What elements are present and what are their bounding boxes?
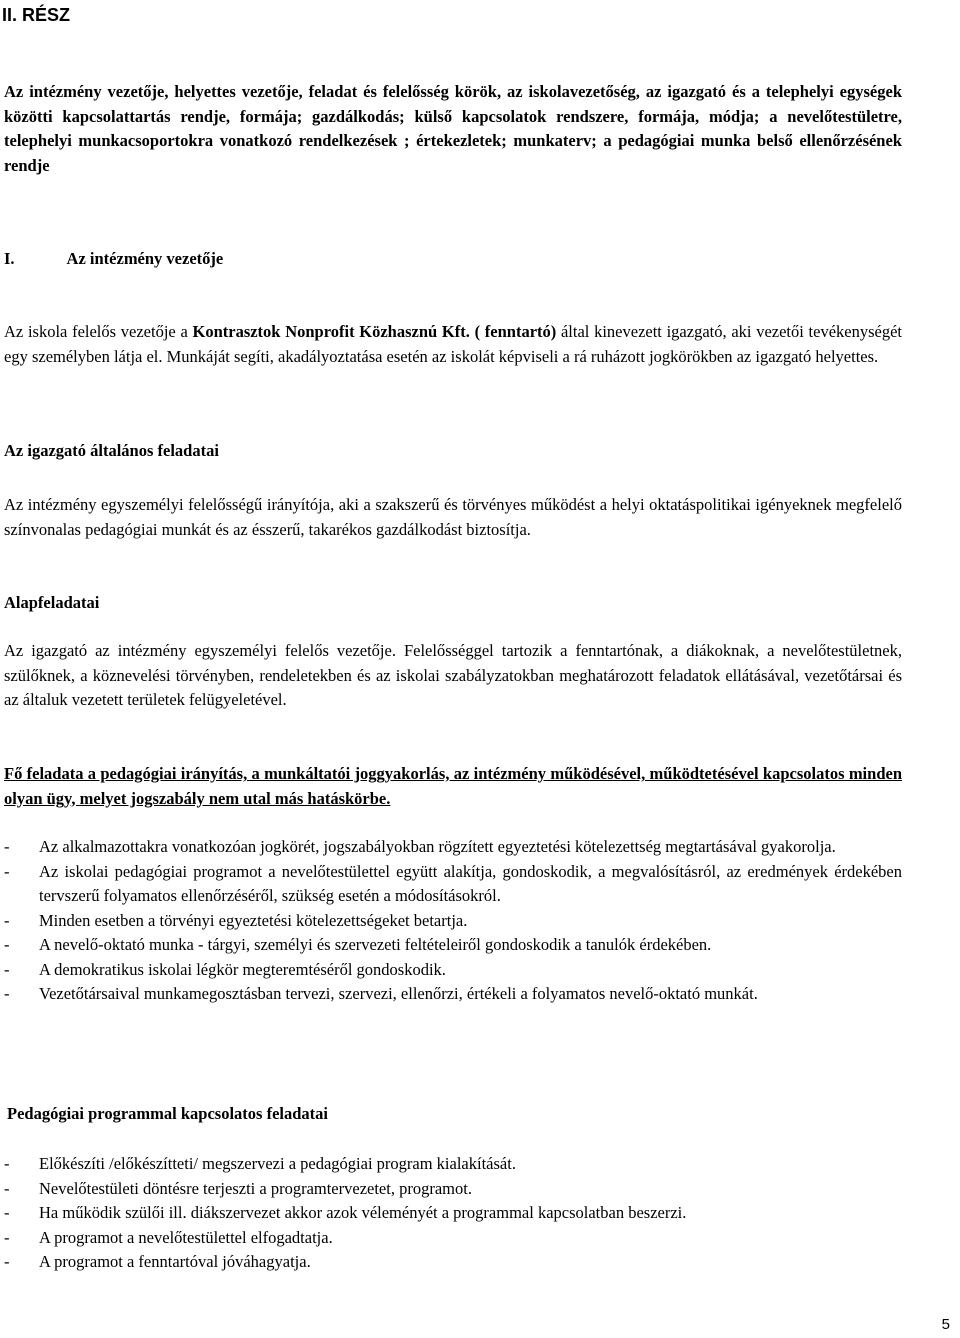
list-item: - A demokratikus iskolai légkör megteremtéséről gondoskodik. bbox=[4, 958, 902, 983]
section-number: I. bbox=[4, 249, 15, 268]
ped-program-list bbox=[4, 1152, 902, 1275]
leader-paragraph bbox=[4, 320, 902, 369]
list-item: - Minden esetben a törvényi egyeztetési kötelezettségeket betartja. bbox=[4, 909, 902, 934]
part-title: II. RÉSZ bbox=[2, 5, 71, 25]
main-task-paragraph: Fő feladata a pedagógiai irányítás, a munkáltatói joggyakorlás, az intézmény működésével, működtetésével kapcsolatos minden olyan ügy, melyet jogszabály nem utal más hatáskörbe. bbox=[4, 764, 902, 808]
leader-text-2: által kinevezett igazgató, aki vezetői tevékenységét egy személyben látja el. Munkáját segíti, akadályoztatása esetén az iskolát képviseli a rá ruházott jogkörökben az igazgató helyettes. bbox=[4, 322, 903, 366]
general-tasks-heading: Az igazgató általános feladatai bbox=[4, 441, 219, 460]
section-title: Az intézmény vezetője bbox=[66, 249, 224, 268]
list-item: - Az iskolai pedagógiai programot a nevelőtestülettel együtt alakítja, gondoskodik, a megvalósításról, az eredmények érdekében tervszerű folyamatos ellenőrzéséről, szükség esetén a módosításokról. bbox=[4, 860, 902, 909]
leader-text-1: Az iskola felelős vezetője a bbox=[4, 322, 193, 341]
list-item: - A programot a fenntartóval jóváhagyatja. bbox=[4, 1250, 902, 1275]
operator-name: Kontrasztok Nonprofit Közhasznú Kft. ( fenntartó) bbox=[192, 322, 557, 341]
list-item: - A nevelő-oktató munka - tárgyi, személyi és szervezeti feltételeiről gondoskodik a tanulók érdekében. bbox=[4, 933, 902, 958]
list-item: - Vezetőtársaival munkamegosztásban tervezi, szervezi, ellenőrzi, értékeli a folyamatos nevelő-oktató munkát. bbox=[4, 982, 902, 1007]
list-item: - Nevelőtestületi döntésre terjeszti a programtervezetet, programot. bbox=[4, 1177, 902, 1202]
list-item: - Ha működik szülői ill. diákszervezet akkor azok véleményét a programmal kapcsolatban beszerzi. bbox=[4, 1201, 902, 1226]
basic-tasks-text: Az igazgató az intézmény egyszemélyi felelős vezetője. Felelősséggel tartozik a fenntartónak, a diákoknak, a nevelőtestületnek, szülőknek, a köznevelési törvényben, rendeletekben és az iskolai szabályzatokban meghatározott feladatok ellátásával, vezetőtársai és az általuk vezetett területek felügyeletével. bbox=[4, 641, 902, 709]
basic-tasks-heading: Alapfeladatai bbox=[4, 593, 100, 612]
ped-program-heading: Pedagógiai programmal kapcsolatos feladatai bbox=[7, 1104, 328, 1123]
section-heading bbox=[4, 247, 902, 272]
page-number: 5 bbox=[941, 1316, 950, 1333]
intro-paragraph: Az intézmény vezetője, helyettes vezetője, feladat és felelősség körök, az iskolavezetőség, az igazgató és a telephelyi egységek közötti kapcsolattartás rendje, formája; gazdálkodás; külső kapcsolatok rendszere, formája, módja; a nevelőtestületre, telephelyi munkacsoportokra vonatkozó rendelkezések ; értekezletek; munkaterv; a pedagógiai munka belső ellenőrzésének rendje bbox=[4, 82, 902, 175]
list-item: - Előkészíti /előkészítteti/ megszervezi a pedagógiai program kialakítását. bbox=[4, 1152, 902, 1177]
list-item: - Az alkalmazottakra vonatkozóan jogkörét, jogszabályokban rögzített egyeztetési kötelezettség megtartásával gyakorolja. bbox=[4, 835, 902, 860]
list-item: - A programot a nevelőtestülettel elfogadtatja. bbox=[4, 1226, 902, 1251]
general-tasks-text: Az intézmény egyszemélyi felelősségű irányítója, aki a szakszerű és törvényes működést a helyi oktatáspolitikai igényeknek megfelelő színvonalas pedagógiai munkát és az ésszerű, takarékos gazdálkodást biztosítja. bbox=[4, 495, 902, 539]
main-task-list bbox=[4, 835, 902, 1007]
